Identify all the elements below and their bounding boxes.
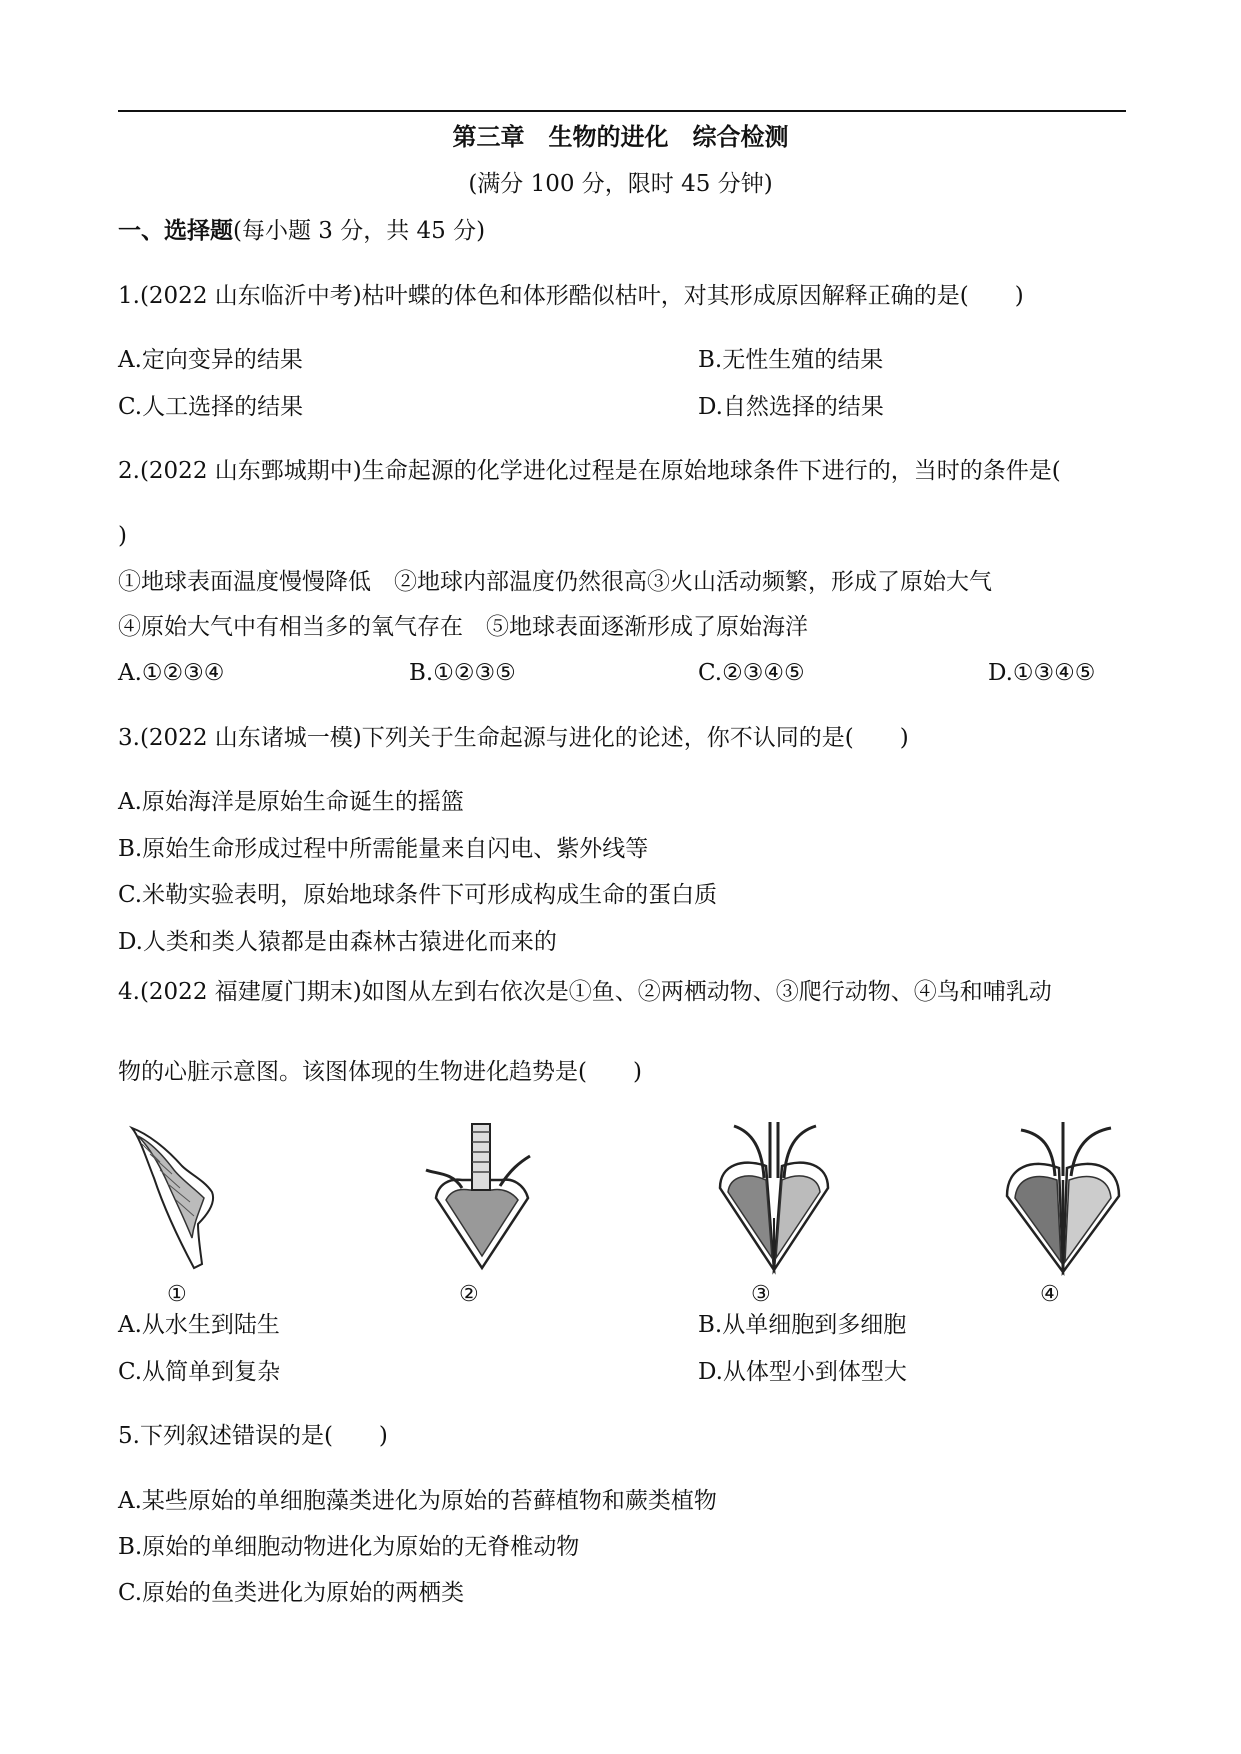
q3-option-d: D.人类和类人猿都是由森林古猿进化而来的 (118, 929, 557, 955)
bird-mammal-heart-figure (993, 1118, 1133, 1278)
q1-option-b: B.无性生殖的结果 (698, 347, 884, 373)
q1-stem: 1.(2022 山东临沂中考)枯叶蝶的体色和体形酷似枯叶，对其形成原因解释正确的是( ) (118, 283, 1024, 309)
q3-stem: 3.(2022 山东诸城一模)下列关于生命起源与进化的论述，你不认同的是( ) (118, 725, 909, 751)
figure-label-1: ① (167, 1282, 187, 1307)
q1-option-a: A.定向变异的结果 (118, 347, 303, 373)
page-title: 第三章 生物的进化 综合检测 (452, 122, 789, 151)
q2-option-c: C.②③④⑤ (698, 660, 805, 686)
q2-stem: 2.(2022 山东鄄城期中)生命起源的化学进化过程是在原始地球条件下进行的，当时的条件是( (118, 458, 1061, 484)
section-title: 一、选择题 (118, 217, 233, 244)
q4-option-c: C.从简单到复杂 (118, 1359, 281, 1385)
page-subtitle: (满分 100 分，限时 45 分钟) (468, 171, 773, 197)
q2-option-d: D.①③④⑤ (988, 660, 1096, 686)
figure-label-3: ③ (751, 1282, 771, 1307)
fish-heart-figure (120, 1118, 260, 1278)
q5-stem: 5.下列叙述错误的是( ) (118, 1423, 388, 1449)
section-note: (每小题 3 分，共 45 分) (233, 218, 486, 244)
q5-option-a: A.某些原始的单细胞藻类进化为原始的苔藓植物和蕨类植物 (118, 1488, 717, 1514)
q2-option-b: B.①②③⑤ (409, 660, 516, 686)
q1-option-d: D.自然选择的结果 (698, 394, 884, 420)
amphibian-heart-figure (412, 1118, 552, 1278)
q2-option-a: A.①②③④ (118, 660, 225, 686)
q1-option-c: C.人工选择的结果 (118, 394, 304, 420)
figure-label-4: ④ (1040, 1282, 1060, 1307)
header-rule (118, 110, 1126, 112)
q2-line-1: ①地球表面温度慢慢降低 ②地球内部温度仍然很高③火山活动频繁，形成了原始大气 (118, 569, 992, 595)
q4-stem-tail: 物的心脏示意图。该图体现的生物进化趋势是( ) (118, 1059, 642, 1085)
figure-label-2: ② (459, 1282, 479, 1307)
q5-option-b: B.原始的单细胞动物进化为原始的无脊椎动物 (118, 1534, 580, 1560)
section-heading (118, 216, 485, 246)
q5-option-c: C.原始的鱼类进化为原始的两栖类 (118, 1580, 465, 1606)
q3-option-b: B.原始生命形成过程中所需能量来自闪电、紫外线等 (118, 836, 649, 862)
q4-option-d: D.从体型小到体型大 (698, 1359, 907, 1385)
q4-option-b: B.从单细胞到多细胞 (698, 1312, 907, 1338)
reptile-heart-figure (704, 1118, 844, 1278)
q2-stem-tail: ) (118, 523, 127, 549)
q3-option-a: A.原始海洋是原始生命诞生的摇篮 (118, 789, 464, 815)
q4-option-a: A.从水生到陆生 (118, 1312, 280, 1338)
q2-line-2: ④原始大气中有相当多的氧气存在 ⑤地球表面逐渐形成了原始海洋 (118, 614, 808, 640)
q4-stem: 4.(2022 福建厦门期末)如图从左到右依次是①鱼、②两栖动物、③爬行动物、④鸟和哺乳动 (118, 979, 1052, 1005)
q3-option-c: C.米勒实验表明，原始地球条件下可形成构成生命的蛋白质 (118, 882, 718, 908)
